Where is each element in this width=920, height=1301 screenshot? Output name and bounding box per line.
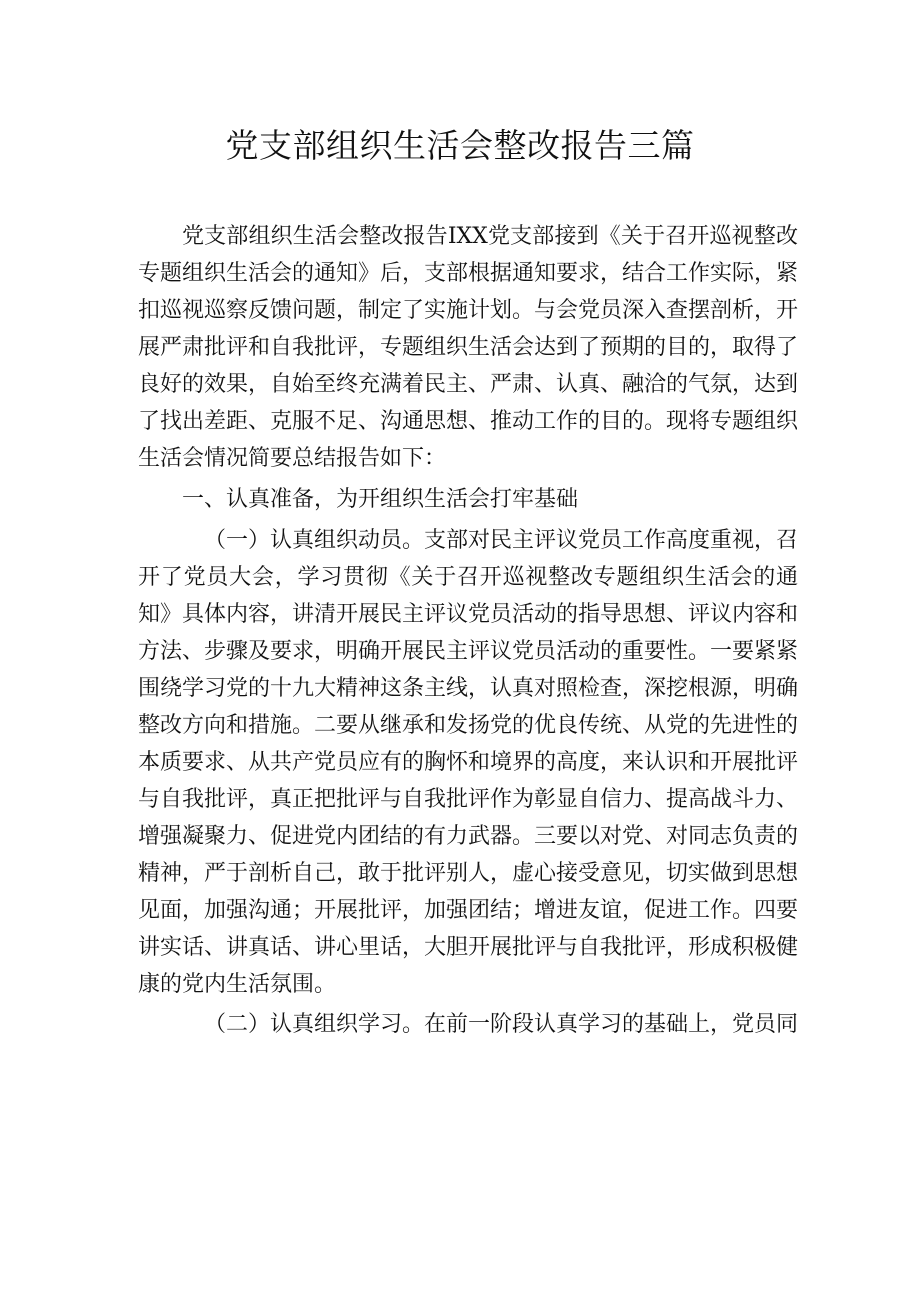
paragraph-intro: 党支部组织生活会整改报告IXX党支部接到《关于召开巡视整改专题组织生活会的通知》后，支部根据通知要求，结合工作实际，紧扣巡视巡察反馈问题，制定了实施计划。与会党员深入查摆剖析，开展严肃批评和自我批评，专题组织生活会达到了预期的目的，取得了良好的效果，自始至终充满着民主、严肃、认真、融洽的气氛，达到了找出差距、克服不足、沟通思想、推动工作的目的。现将专题组织生活会情况简要总结报告如下： (138, 224, 799, 471)
section-heading-1: 一、认真准备，为开组织生活会打牢基础 (182, 487, 579, 512)
paragraph-subsection-1: （一）认真组织动员。支部对民主评议党员工作高度重视，召开了党员大会，学习贯彻《关于召开巡视整改专题组织生活会的通知》具体内容，讲清开展民主评议党员活动的指导思想、评议内容和方法、步骤及要求，明确开展民主评议党员活动的重要性。一要紧紧围绕学习党的十九大精神这条主线，认真对照检查，深挖根源，明确整改方向和措施。二要从继承和发扬党的优良传统、从党的先进性的本质要求、从共产党员应有的胸怀和境界的高度，来认识和开展批评与自我批评，真正把批评与自我批评作为彰显自信力、提高战斗力、增强凝聚力、促进党内团结的有力武器。三要以对党、对同志负责的精神，严于剖析自己，敢于批评别人，虚心接受意见，切实做到思想见面，加强沟通；开展批评，加强团结；增进友谊，促进工作。四要讲实话、讲真话、讲心里话，大胆开展批评与自我批评，形成积极健康的党内生活氛围。 (138, 528, 799, 997)
paragraph-subsection-2: （二）认真组织学习。在前一阶段认真学习的基础上，党员同 (204, 1012, 799, 1037)
document-body (138, 218, 798, 1043)
document-title: 党支部组织生活会整改报告三篇 (225, 126, 695, 165)
